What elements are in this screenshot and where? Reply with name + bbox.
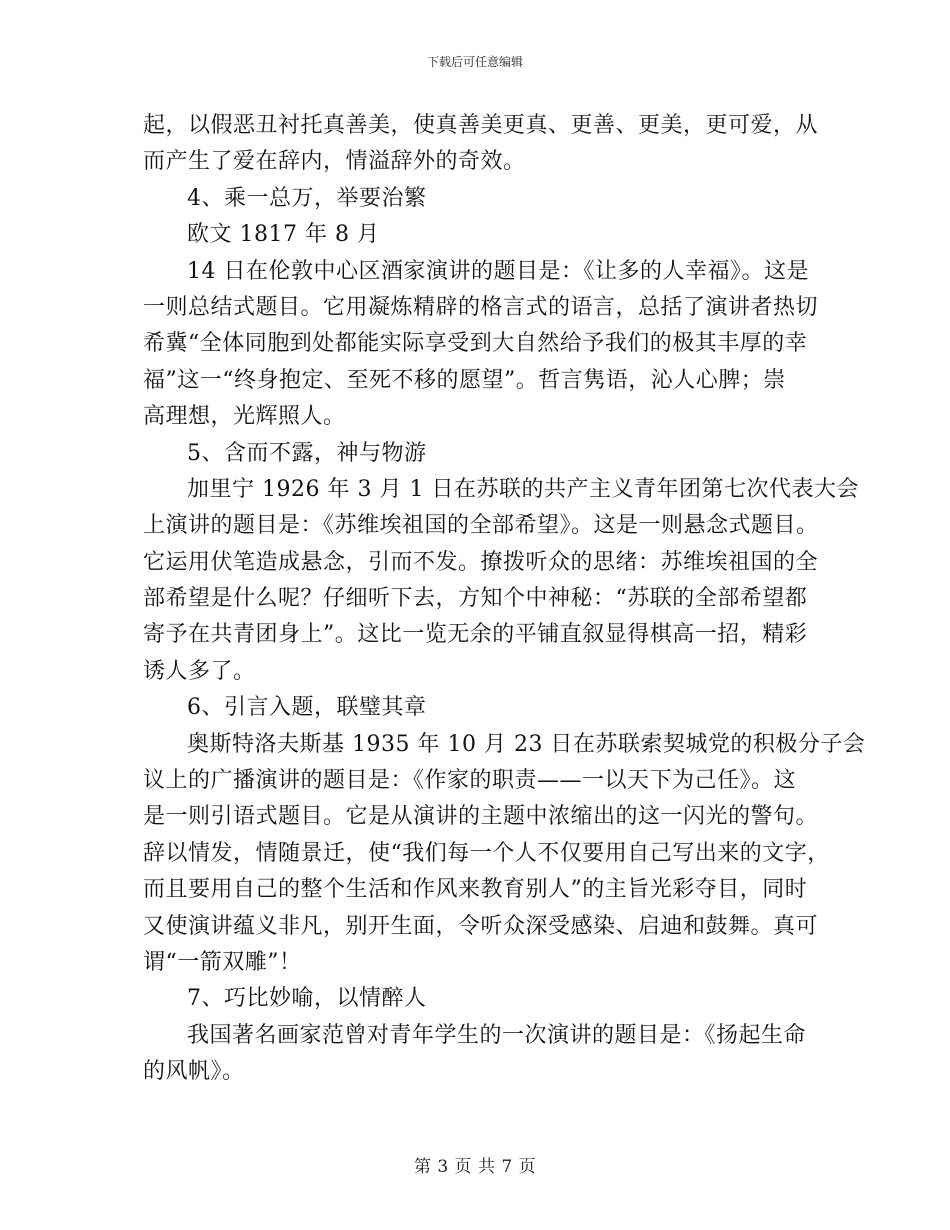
body-text-line: 4、乘一总万，举要治繁 bbox=[187, 185, 427, 211]
body-text-line: 加里宁 1926 年 3 月 1 日在苏联的共产主义青年团第七次代表大会 bbox=[187, 476, 859, 502]
body-text-line: 部希望是什么呢？仔细听下去，方知个中神秘：“苏联的全部希望都 bbox=[143, 586, 808, 612]
body-text-line: 寄予在共青团身上”。这比一览无余的平铺直叙显得棋高一招，精彩 bbox=[143, 622, 808, 648]
body-text-line: 奥斯特洛夫斯基 1935 年 10 月 23 日在苏联索契城党的积极分子会 bbox=[187, 731, 866, 757]
body-text-line: 起，以假恶丑衬托真善美，使真善美更真、更善、更美，更可爱，从 bbox=[143, 113, 819, 138]
body-text-line: 5、含而不露，神与物游 bbox=[187, 440, 427, 466]
body-text-line: 一则总结式题目。它用凝炼精辟的格言式的语言，总括了演讲者热切 bbox=[143, 294, 819, 320]
body-text-line: 希冀“全体同胞到处都能实际享受到大自然给予我们的极其丰厚的幸 bbox=[143, 331, 808, 357]
page-header-note: 下载后可任意编辑 bbox=[426, 55, 523, 69]
body-text-line: 6、引言入题，联璧其章 bbox=[187, 695, 427, 721]
body-text-line: 欧文 1817 年 8 月 bbox=[187, 222, 380, 248]
body-text-line: 我国著名画家范曾对青年学生的一次演讲的题目是：《扬起生命 bbox=[187, 1022, 807, 1048]
body-text-line: 高理想，光辉照人。 bbox=[143, 404, 346, 430]
body-text-line: 谓“一箭双雕”！ bbox=[143, 949, 302, 975]
body-text-line: 又使演讲蕴义非凡，别开生面，令听众深受感染、启迪和鼓舞。真可 bbox=[143, 913, 819, 939]
body-text-line: 7、巧比妙喻，以情醉人 bbox=[187, 986, 427, 1012]
body-text-line: 福”这一“终身抱定、至死不移的愿望”。哲言隽语，沁人心脾；崇 bbox=[143, 367, 786, 393]
body-text-line: 的风帆》。 bbox=[143, 1059, 245, 1085]
body-text-line: 而且要用自己的整个生活和作风来教育别人”的主旨光彩夺目，同时 bbox=[143, 877, 808, 903]
body-text-line: 14 日在伦敦中心区酒家演讲的题目是：《让多的人幸福》。这是 bbox=[187, 258, 809, 284]
body-text-line: 辞以情发，情随景迁，使“我们每一个人不仅要用自己写出来的文字， bbox=[143, 840, 830, 866]
body-text-line: 上演讲的题目是：《苏维埃祖国的全部希望》。这是一则悬念式题目。 bbox=[143, 513, 819, 539]
body-text-line: 它运用伏笔造成悬念，引而不发。撩拨听众的思绪：苏维埃祖国的全 bbox=[143, 549, 819, 575]
body-text-line: 而产生了爱在辞内，情溢辞外的奇效。 bbox=[143, 149, 526, 175]
body-text-line: 是一则引语式题目。它是从演讲的主题中浓缩出的这一闪光的警句。 bbox=[143, 804, 819, 830]
body-text-line: 议上的广播演讲的题目是：《作家的职责——一以天下为己任》。这 bbox=[143, 768, 797, 794]
body-text-line: 诱人多了。 bbox=[143, 658, 256, 684]
document-body bbox=[143, 108, 866, 1091]
page-number-footer: 第 3 页 共 7 页 bbox=[413, 1157, 537, 1177]
